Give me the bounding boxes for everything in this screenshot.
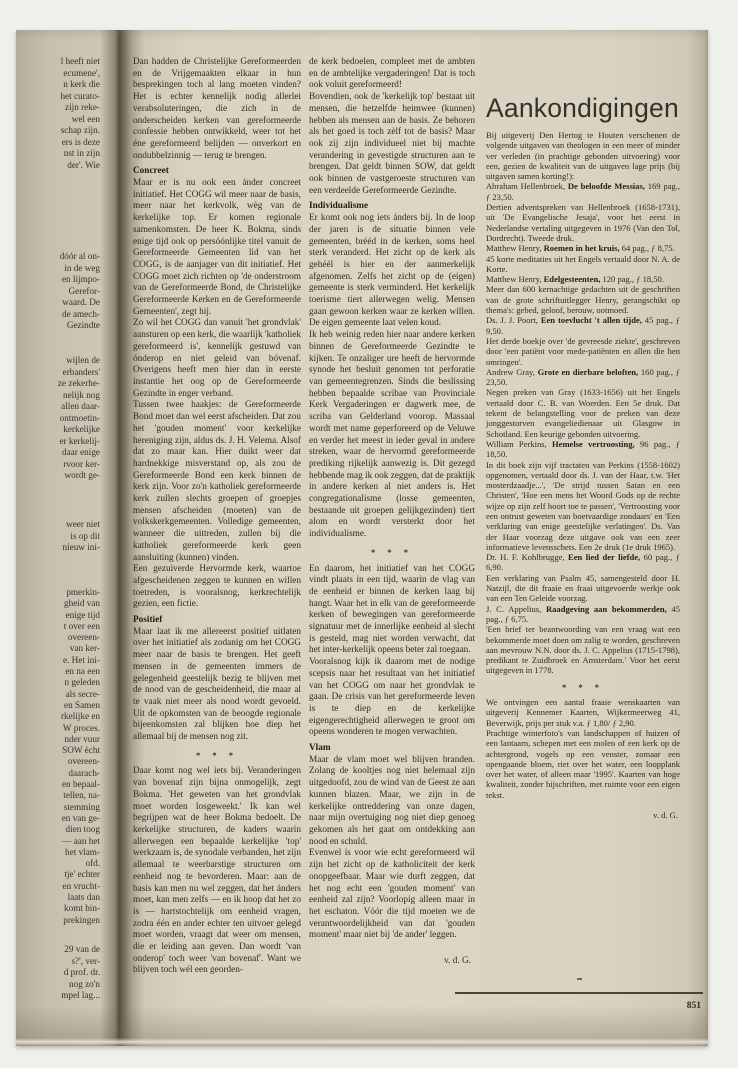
book-entry: [486, 274, 680, 315]
fragment-line: stemming: [63, 801, 100, 812]
announcements-title: Aankondigingen: [486, 93, 679, 123]
fragment-line: schap zijn.: [60, 125, 100, 135]
book-entry: [486, 604, 680, 676]
fragment-line: nog zo'n: [69, 978, 100, 989]
book-title: De beloofde Messias,: [567, 181, 645, 192]
paragraph: Bovendien, ook de 'kerkelijk top' bestaat uit mensen, die hetzelfde heimwee (kunnen) hebben als mensen aan de basis. Ze behoren als het goed is toch zèlf tot de basis? Maar ook zij zijn individueel niet bij machte verandering in gevestigde structuren aan te brengen. Dat geldt binnen SOW, dat geldt ook binnen de vastgeroeste structuren van een verdeelde Gereformeerde Gezindte.: [309, 92, 475, 196]
paragraph: Tussen twee haakjes: de Gereformeerde Bond moet dan wel eerst afscheiden. Dat zou het 'gouden moment' voor kerkelijke hereniging zijn, aldus ds. J. H. Velema. Alsof dat zo maar kan. Hier duikt weer dat hardnekkige misverstand op, als zou de Gereformeerde Bond een kerk binnen de kerk zijn. Voor zo'n katholiek gereformeerde kerk zullen slechts groepen of groepjes mensen afscheiden (moeten) van de volkskerkgemeenten. Volledige gemeenten, wanneer die uittreden, zullen bij die katholiek gereformeerde kerk geen aansluiting (kunnen) vinden.: [133, 400, 301, 563]
section-heading-vlam: Vlam: [309, 743, 331, 754]
paragraph: Evenwel is voor wie echt gereformeerd wil zijn het zicht op de katholiciteit der kerk onopgeefbaar. Maar wie durft zeggen, dat het nog echt een 'gouden moment' van eenheid zal zijn? Voorlopig alleen maar in het eschaton. Vóór die tijd moeten we de verantwoordelijkheid van dat 'gouden moment' maar niet bij 'de ander' leggen.: [309, 848, 475, 941]
book-headline: [486, 274, 680, 284]
fragment-line: nelijk nog: [62, 389, 100, 400]
fragment-line: rvoor ker-: [63, 458, 100, 469]
book-entry: [486, 439, 680, 552]
paragraph: Maar de vlam moet wel blijven branden. Zolang de kooltjes nog niet helemaal zijn uitgedoofd, zou de wind van de Geest ze aan kunnen blazen. Maar, we zijn in de kerkelijke ontreddering van onze dagen, naar mijn overtuiging nog niet diep genoeg gekomen als het gaat om ontdekking aan nood en schuld.: [309, 754, 475, 847]
book-author: Matthew Henry,: [486, 243, 542, 254]
book-headline: [486, 181, 680, 202]
fragment-line: wijlen de: [66, 355, 100, 365]
book-headline: [486, 243, 680, 253]
fragment-line: als secre-: [65, 688, 100, 699]
book-headline: [486, 315, 680, 336]
book-author: William Perkins,: [486, 438, 547, 449]
fragment-line: en van ge-: [61, 812, 100, 823]
fragment-line: e. Het ini-: [63, 654, 100, 665]
book-author: Andrew Gray,: [486, 366, 535, 377]
fragment-line: het curato-: [60, 90, 100, 101]
fragment-line: in de weg: [64, 262, 100, 273]
book-headline: [486, 552, 680, 573]
fragment-line: er kerkelij-: [59, 435, 100, 446]
fragment-line: d prof. dr.: [63, 967, 100, 977]
fragment-line: der'. Wie: [67, 159, 100, 170]
fragment-line: prekingen: [63, 914, 100, 925]
fragment-line: wel een: [71, 113, 100, 124]
book-description: Meer dan 600 kernachtige gedachten uit de geschriften van de grote schriftuitlegger Henry, gerangschikt op thema's: gebed, geloof, berouw, ootmoed.: [486, 284, 680, 316]
fragment-line: ecumene',: [63, 67, 100, 78]
fragment-line: s?', ver-: [71, 955, 100, 966]
fragment-line: wordt ge-: [64, 470, 100, 480]
fragment-line: en vrucht-: [62, 880, 100, 891]
section-heading-concreet: Concreet: [133, 166, 169, 177]
paragraph: Zo wil het COGG dan vanuit 'het grondvlak' aansturen op een kerk, die waarlijk 'katholiek gereformeerd is', kennelijk gestuwd van ónderop en niet geleid van bóvenaf. Overigens heeft men hier dan in eerste instantie het oog op de Gereformeerde Gezindte in enger verband.: [133, 318, 301, 399]
book-meta: 64 pag., ƒ 8,75.: [621, 243, 675, 254]
fragment-line: rkelijke en: [60, 711, 100, 722]
fragment-line: van ker-: [69, 643, 100, 654]
book-headline: [486, 604, 680, 625]
book-author: Ds. J. J. Poort,: [486, 315, 538, 326]
book-meta: 96 pag., ƒ 18,50.: [486, 438, 680, 460]
book-headline: [486, 439, 680, 460]
fragment-line: waard. De: [62, 297, 100, 307]
fragment-line: tellen, na-: [63, 790, 100, 801]
book-description: In dit boek zijn vijf tractaten van Perkins (1558-1602) opgenomen, vertaald door ds. J. van der Haar, t.w. 'Het mosterdzaadje...', 'De strijd tussen Satan en een Christen', 'Hoe een mens het Woord Gods op de rechte wijze op zijn zelf hoort toe te passen', 'Vertroosting voor een ontrust geweten van boetvaardige zondaars' en 'Een verklaring van enige geestelijke verlatingen'. Ds. Van der Haar voorzag deze uitgave ook van een zeer informatieve levensschets. Een 2e druk (1e druk 1965).: [486, 459, 680, 552]
fragment-line: mpel lag...: [61, 990, 100, 1000]
paragraph: En daarom, het initiatief van het COGG vindt plaats in een tijd, waarin de vlag van de eenheid er binnen de kerken laag bij hangt. Waar het in elk van de gereformeerde kerken of bewegingen van gereformeerde signatuur met de innerlijke eenheid al slecht is gesteld, mag niet worden verwacht, dat het inter-kerkelijk opeens beter zal toegaan.: [309, 563, 475, 656]
book-title: Roemen in het kruis,: [543, 243, 620, 254]
paragraph: We ontvingen een aantal fraaie wenskaarten van uitgeverij Kennemer Kaarten, Wijkermeerweg 41, Beverwijk, prijs per stuk v.a. ƒ 1,80/ ƒ 2,90.: [486, 697, 680, 728]
fragment-line: ers is deze: [61, 136, 100, 147]
fragment-line: Gerefor-: [68, 285, 100, 296]
fragment-line: nder vuur: [64, 733, 100, 744]
fragment-line: laats dan: [67, 892, 100, 903]
fragment-line: kerkelijke: [63, 424, 100, 434]
book-meta: 169 pag., ƒ 23,50.: [486, 181, 681, 202]
fragment-line: het vlam-: [65, 846, 100, 857]
book-meta: 120 pag., ƒ 18,50.: [602, 274, 664, 285]
fragment-line: n kerk die: [63, 79, 100, 89]
paragraph: Prachtige winterfoto's van landschappen of huizen of een lantaarn, schepen met een molen of een kerk op de achtergrond, vogels op een venster, zomaar een opengaande bloem, riet over het water, een loopplank over het water, of alleen maar '1995'. Kaarten van hoge kwaliteit, zonder bijschriften, met ruimte voor een eigen tekst.: [486, 727, 680, 800]
fragment-line: daar enige: [61, 447, 100, 457]
facing-page-fragment-group: [20, 251, 100, 332]
fragment-line: overeen-: [67, 632, 100, 643]
fragment-line: en bepaal-: [61, 779, 100, 790]
announcements-intro: Bij uitgeverij Den Hertog te Houten verschenen de volgende uitgaven van theologen in een meer of minder ver verleden (in prachtige gebonden uitvoering) voor een, gezien de kwaliteit van de uitgaven lage prijs (bij uitgaven samen korting!):: [486, 130, 680, 182]
fragment-line: dien toog: [65, 824, 100, 835]
book-title: Hemelse vertroosting,: [552, 438, 635, 449]
fragment-line: erbanders': [62, 366, 100, 377]
author-initials: v. d. G.: [653, 810, 678, 820]
book-title: Grote en dierbare beloften,: [537, 366, 639, 377]
fragment-line: pmerkin-: [66, 587, 100, 597]
fragment-line: tje' echter: [64, 869, 100, 880]
section-separator: * * *: [196, 749, 238, 760]
article-column-2: [309, 57, 475, 968]
book-description: Het derde boekje over 'de gevreesde ziekte', geschreven door 'een patiënt voor mede-patiënten en allen die hen omringen'.: [486, 335, 680, 367]
paragraph: Vooralsnog kijk ik daarom met de nodige scepsis naar het resultaat van het initiatief van het COGG om naar het grondvlak te gaan. De crisis van het gereformeerde leven is te diep en de kerkelijke eigengerechtigheid allerwegen te groot om opeens wonderen te mogen verwachten.: [309, 657, 475, 738]
book-author: Abraham Hellenbroek,: [486, 181, 565, 192]
facing-page-fragment-group: [20, 519, 100, 554]
book-entry: [486, 367, 680, 439]
fragment-line: zijn reke-: [65, 102, 100, 112]
book-title: Edelgesteenten,: [543, 274, 601, 285]
fragment-line: n geleden: [64, 677, 100, 688]
fragment-line: gheid van: [64, 598, 100, 609]
section-separator: * * *: [371, 546, 413, 557]
book-entry: [486, 181, 680, 243]
book-meta: 160 pag., ƒ 23,50.: [486, 366, 681, 388]
page-number: 851: [686, 1001, 701, 1011]
fragment-line: ontmoetin-: [59, 412, 100, 423]
fragment-line: enige tijd: [65, 609, 100, 620]
section-heading-positief: Positief: [133, 615, 163, 626]
paragraph: Ik heb weinig reden hier naar andere kerken binnen de Gereformeerde Gezindte te kijken. Te onzaliger ure heeft de hervormde synode het besluit genomen tot perforatie van gemeentegrenzen. Sinds die beslissing hebben bepaalde scribae van Provinciale Kerk Vergaderingen er dagwerk mee, de scriba van Gelderland voorop. Massaal wordt met name geperforeerd op de Veluwe en verder het meest in ieder geval in andere streken, waar de hervormd gereformeerde prediking rijkelijk aanwezig is. Dit gezegd hebbende mag ik ook zeggen, dat de praktijk in andere kerken al niet anders is. Het congregationalisme (losse gemeenten, bestaande uit groepen gelijkgezinden) tiert alom en wordt versterkt door het individualisme.: [309, 330, 475, 540]
fragment-line: daarach-: [68, 767, 100, 778]
fragment-line: de amech-: [61, 308, 100, 319]
fragment-line: weer niet: [66, 519, 100, 529]
paragraph: Dan hadden de Christelijke Gereformeerden en de Vrijgemaakten elkaar in hun besprekingen toch al lang moeten vinden? Het is echter kennelijk nodig allerlei verabsoluteringen, die zich in de onderscheiden kerken van gereformeerde confessie hebben ontwikkeld, weer tot het éne gereformeerd belijden — onverkort en ondubbelzinnig — terug te brengen.: [133, 57, 301, 161]
book-description: Negen preken van Gray (1633-1656) uit het Engels vertaald door C. B. van Woerden. Een 5e druk. Dat tekent de belangstelling voor de preken van deze jonggestorven evangeliedienaar uit Glasgow in Schotland. Een keurige gebonden uitvoering.: [486, 387, 680, 439]
section-heading-individualisme: Individualisme: [309, 201, 369, 212]
book-title: Een lied der liefde,: [568, 552, 641, 563]
fragment-line: — aan het: [62, 835, 100, 846]
announcements-column: [486, 94, 680, 820]
facing-page-fragment-group: [20, 587, 100, 926]
paragraph: Maar laat ik me allereerst positief uitlaten over het initiatief als zodanig om het COGG meer naar de basis te brengen. Het geeft mensen in de gemeenten immers de gelegenheid geestelijk bezig te blijven met de nood van de gescheidenheid, die maar al te vaak niet meer als nood wordt gevoeld. Uit de opkomsten van de beoogde regionale bijeenkomsten zal blijken hoe diep het allemaal bij de mensen nog zit.: [133, 626, 301, 743]
fragment-line: W proces.: [62, 722, 100, 733]
book-list: [486, 181, 680, 675]
fragment-line: overeen-: [67, 756, 100, 767]
book-headline: [486, 367, 680, 388]
book-meta: 45 pag., ƒ 6,75.: [486, 603, 681, 624]
fragment-line: nieuw ini-: [62, 542, 100, 552]
facing-page-fragment-group: [20, 56, 100, 171]
paragraph: Er komt ook nog iets ánders bij. In de loop der jaren is de situatie binnen vele gemeenten, brééd in de kerken, soms heel sterk veranderd. Het zicht op de kerk als gehéél is hier en der aanmerkelijk afgenomen. Zelfs het zicht op de (eigen) gemeente is sterk verminderd. Het kerkelijk toerisme tiert allerwegen welig. Mensen gaan gewoon kerken waar ze kerken willen. De eigen gemeente laat velen koud.: [309, 213, 475, 329]
paragraph: Daar komt nog wel iets bij. Veranderingen van bovenaf zijn bijna onmogelijk, zegt Bokma. 'Het geweten van het grondvlak moet worden losgeweekt.' Ik kan wel begrijpen wat de heer Bokma bedoelt. De kerkelijke structuren, de kaders waarin allerwegen een bepaalde kerkelijke 'top' werkzaam is, de synodale verbanden, het zijn allemaal te weerbarstige structuren om eenheid nog te bevorderen. Maar: aan de basis kan men nu wel zeggen, dat het ánders moet, kan men zelfs — en ik hoop dat het zo is — hartstochtelijk om eenheid vragen, zodra één en ander echter ten uitvoer gelegd moet worden, vraagt dat weer om mensen, die er leiding aan geven. Dan wordt 'van onderop' toch weer 'van bovenaf'. Want we blijven toch wél een georden-: [133, 766, 301, 976]
book-author: Dr. H. F. Kohlbrugge,: [486, 552, 565, 563]
fragment-line: en lijmpo-: [61, 274, 100, 284]
book-entry: [486, 552, 680, 603]
paragraph: de kerk bedoelen, compleet met de ambten en de ambtelijke vergaderingen! Dat is toch ook voluit gereformeerd!: [309, 57, 475, 91]
book-description: 45 korte meditaties uit het Engels vertaald door N. A. de Korte.: [486, 253, 680, 274]
book-description: Dertien adventspreken van Hellenbroek (1658-1731), uit 'De Evangelische Jesaja', voor het eerst in Nederlandse vertaling uitgegeven in 1976 (Van den Tol, Dordrecht). Tweede druk.: [486, 202, 680, 243]
fragment-line: en Samen: [64, 699, 100, 710]
facing-page-fragment-group: [20, 944, 100, 1002]
fragment-line: allen daar-: [61, 401, 100, 411]
fragment-line: nst in zijn: [63, 148, 100, 158]
paragraph: Maar er is nu ook een ánder concreet initiatief. Het COGG wil meer naar de basis, meer naar het kerkvolk, wèg van de kerkelijke top. Er komen regionale samenkomsten. De heer K. Bokma, sinds enige tijd ook op persóónlijke titel vanuit de Gereformeerde Gemeenten lid van het COGG, is de aanjager van dit initiatief. Het COGG moet zich richten op 'de onderstroom van de Gereformeerde Bond, de Christelijke Gereformeerde Kerken en de Gereformeerde Gemeenten', zegt hij.: [133, 178, 301, 317]
magazine-page-scan: [16, 30, 708, 1046]
print-artifact: [577, 978, 582, 980]
fragment-line: Gezindte: [66, 320, 100, 330]
book-author: J. C. Appelius,: [486, 603, 542, 614]
fragment-line: l heeft niet: [60, 56, 100, 66]
author-initials: v. d. G.: [444, 956, 471, 967]
book-entry: [486, 243, 680, 274]
book-meta: 60 pag., ƒ 6,90.: [486, 552, 681, 573]
book-description: 'Een brief ter beantwoording van een vraag wat een bekommerde moet doen om zalig te worden, geschreven aan mevrouw N.N. door ds. J. C. Appelius (1715-1798), predikant te Zuidbroek en Amsterdam.' Voor het eerst uitgegeven in 1778.: [486, 624, 680, 676]
fragment-line: is op dit: [70, 530, 100, 541]
fragment-line: ze zekerhe-: [57, 378, 100, 388]
fragment-line: dóór al on-: [59, 251, 100, 261]
book-author: Matthew Henry,: [486, 274, 542, 285]
fragment-line: 29 van de: [64, 944, 100, 954]
fragment-line: en na een: [65, 666, 100, 677]
fragment-line: ofd.: [85, 858, 100, 869]
article-column-1: [133, 57, 301, 977]
fragment-line: komt bin-: [64, 903, 100, 914]
book-title: Raadgeving aan bekommerden,: [545, 603, 667, 614]
book-entry: [486, 315, 680, 366]
section-separator: * * *: [562, 681, 604, 692]
book-title: Een toevlucht 't allen tijde,: [540, 315, 642, 326]
fragment-line: t over een: [63, 620, 100, 631]
book-description: Een verklaring van Psalm 45, samengesteld door H. Natzijl, die dit fraaie en fraai uitgevoerde werkje ook van een Ten Geleide voorzag.: [486, 572, 680, 604]
facing-page-fragment-group: [20, 355, 100, 482]
paragraph: Een gezuiverde Hervormde kerk, waartoe afgescheidenen zeggen te kunnen en willen toetreden, is vooralsnog, kerkrechtelijk gezien, een fictie.: [133, 564, 301, 610]
book-meta: 45 pag., ƒ 9,50.: [486, 315, 681, 336]
fragment-line: SOW ècht: [62, 745, 100, 756]
footer-rule: [455, 992, 703, 994]
